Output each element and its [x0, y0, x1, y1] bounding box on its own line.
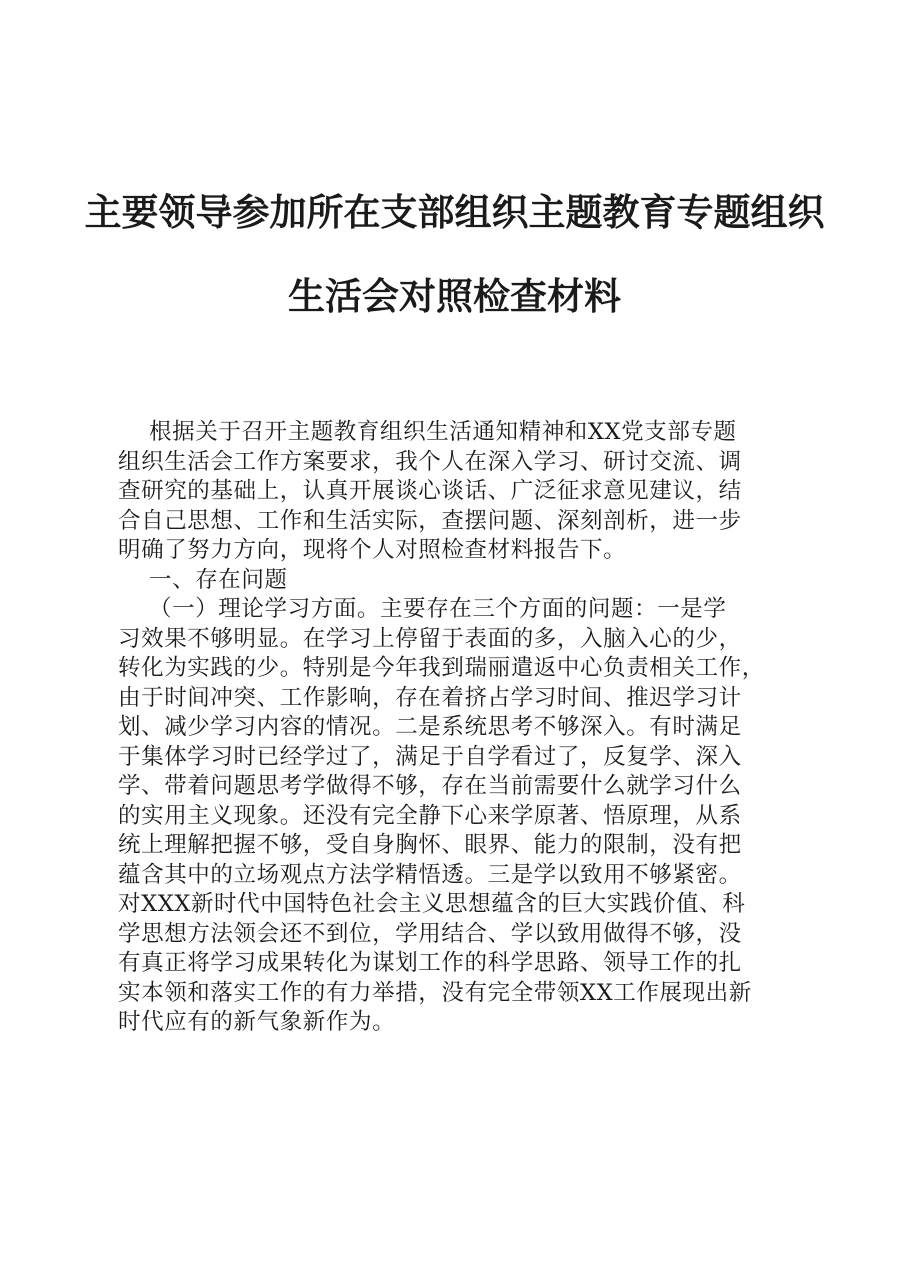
- body-line: 由于时间冲突、工作影响，存在着挤占学习时间、推迟学习计: [118, 684, 742, 711]
- document-body: [118, 418, 808, 1038]
- body-line: （一）理论学习方面。主要存在三个方面的问题：一是学: [118, 596, 727, 622]
- body-line: 合自己思想、工作和生活实际，查摆问题、深刻剖析，进一步: [118, 507, 742, 534]
- body-line: 学思想方法领会还不到位，学用结合、学以致用做得不够，没: [118, 920, 742, 947]
- title-line: 主要领导参加所在支部组织主题教育专题组织: [84, 190, 825, 234]
- body-line: 查研究的基础上，认真开展谈心谈话、广泛征求意见建议，结: [118, 478, 742, 504]
- body-line: 实本领和落实工作的有力举措，没有完全带领XX工作展现出新: [118, 979, 752, 1006]
- document-title: [0, 190, 909, 318]
- body-line: 蕴含其中的立场观点方法学精悟透。三是学以致用不够紧密。: [118, 861, 742, 888]
- body-line: 对XXX新时代中国特色社会主义思想蕴含的巨大实践价值、科: [118, 891, 746, 917]
- body-line: 于集体学习时已经学过了，满足于自学看过了，反复学、深入: [118, 743, 742, 770]
- body-line: 划、减少学习内容的情况。二是系统思考不够深入。有时满足: [118, 714, 742, 740]
- body-line: 习效果不够明显。在学习上停留于表面的多，入脑入心的少，: [118, 625, 742, 652]
- body-line: 学、带着问题思考学做得不够，存在当前需要什么就学习什么: [118, 773, 742, 799]
- body-line: 的实用主义现象。还没有完全静下心来学原著、悟原理，从系: [118, 802, 742, 829]
- title-line: 生活会对照检查材料: [288, 274, 621, 318]
- body-line: 根据关于召开主题教育组织生活通知精神和XX党支部专题: [118, 419, 737, 445]
- body-line: 组织生活会工作方案要求，我个人在深入学习、研讨交流、调: [118, 448, 742, 475]
- section-heading: 一、存在问题: [118, 566, 288, 593]
- body-line: 有真正将学习成果转化为谋划工作的科学思路、领导工作的扎: [118, 950, 742, 976]
- body-line: 统上理解把握不够，受自身胸怀、眼界、能力的限制，没有把: [118, 832, 742, 858]
- body-line: 转化为实践的少。特别是今年我到瑞丽遣返中心负责相关工作，: [118, 655, 765, 681]
- body-line: 时代应有的新气象新作为。: [118, 1009, 396, 1035]
- body-line: 明确了努力方向，现将个人对照检查材料报告下。: [118, 537, 627, 563]
